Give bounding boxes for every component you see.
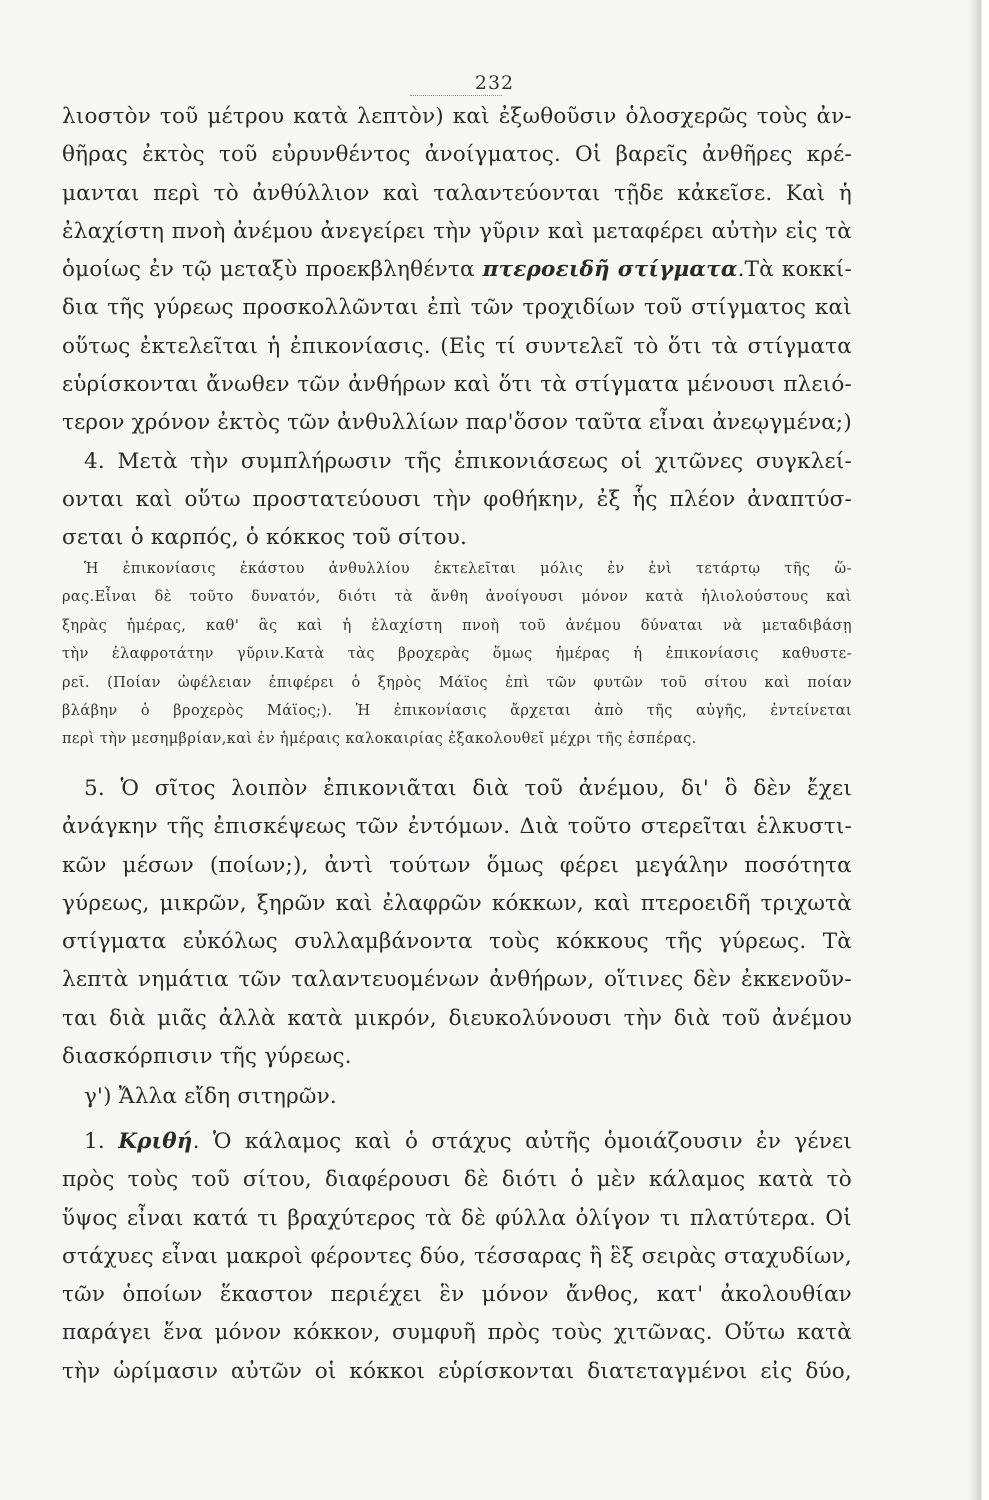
text-line: κῶν μέσων (ποίων;), ἀντὶ τούτων ὅμως φέρει μεγάλην ποσότητα <box>62 852 852 878</box>
text-line: δια τῆς γύρεως προσκολλῶνται ἐπὶ τῶν τροχιδίων τοῦ στίγματος καὶ <box>62 295 852 321</box>
text-line: 5. Ὁ σῖτος λοιπὸν ἐπικονιᾶται διὰ τοῦ ἀνέμου, δι' ὃ δὲν ἔχει <box>84 776 852 801</box>
text-line: σεται ὁ καρπός, ὁ κόκκος τοῦ σίτου. <box>62 525 468 551</box>
section-heading: γ') Ἄλλα εἴδη σιτηρῶν. <box>84 1084 337 1109</box>
text-line: ονται καὶ οὕτω προστατεύουσι τὴν φοθήκην, ἐξ ἧς πλέον ἀναπτύσ- <box>62 486 852 512</box>
text-line: ἀνάγκην τῆς ἐπισκέψεως τῶν ἐντόμων. Διὰ τοῦτο στερεῖται ἑλκυστι- <box>62 814 852 840</box>
text-line: ὕψος εἶναι κατά τι βραχύτερος τὰ δὲ φύλλα ὀλίγον τι πλατύτερα. Οἱ <box>62 1205 852 1231</box>
text-line: 1. Κριθή. Ὁ κάλαμος καὶ ὁ στάχυς αὐτῆς ὁμοιάζουσιν ἐν γένει <box>84 1129 852 1154</box>
text-line: μανται περὶ τὸ ἀνθύλλιον καὶ ταλαντεύονται τῇδε κἀκεῖσε. Καὶ ἡ <box>62 180 852 206</box>
text-line: τὴν ἐλαφροτάτην γῦριν.Κατὰ τὰς βροχερὰς ὅμως ἡμέρας ἡ ἐπικονίασις καθυστε- <box>62 646 852 663</box>
text-line: τῶν ὁποίων ἕκαστον περιέχει ἓν μόνον ἄνθος, κατ' ἀκολουθίαν <box>62 1282 852 1308</box>
small-paragraph <box>62 555 852 754</box>
text-line: διασκόρπισιν τῆς γύρεως. <box>62 1044 352 1070</box>
text-line: θῆρας ἐκτὸς τοῦ εὐρυνθέντος ἀνοίγματος. Οἱ βαρεῖς ἀνθῆρες κρέ- <box>62 142 852 168</box>
text-line: οὕτως ἐκτελεῖται ἡ ἐπικονίασις. (Εἰς τί συντελεῖ τὸ ὅτι τὰ στίγματα <box>62 333 852 359</box>
paragraph-5 <box>62 770 852 1076</box>
text-line: 4. Μετὰ τὴν συμπλήρωσιν τῆς ἐπικονιάσεως οἱ χιτῶνες συγκλεί- <box>84 448 852 474</box>
text-line: βλάβην ὁ βροχερὸς Μάϊος;). Ἡ ἐπικονίασις ἄρχεται ἀπὸ τῆς αὐγῆς, ἐντείνεται <box>62 702 852 719</box>
text-line: Ἡ ἐπικονίασις ἑκάστου ἀνθυλλίου ἐκτελεῖται μόλις ἐν ἑνὶ τετάρτῳ τῆς ὥ- <box>84 561 852 577</box>
paragraph-1 <box>62 98 852 558</box>
text-line: παράγει ἕνα μόνον κόκκον, συμφυῆ πρὸς τοὺς χιτῶνας. Οὕτω κατὰ <box>62 1320 852 1346</box>
text-line: λεπτὰ νημάτια τῶν ταλαντευομένων ἀνθήρων, οἵτινες δὲν ἐκκενοῦν- <box>62 967 852 993</box>
section-heading-block <box>62 1078 852 1116</box>
text-line: ρεῖ. (Ποίαν ὠφέλειαν ἐπιφέρει ὁ ξηρὸς Μάϊος ἐπὶ τῶν φυτῶν τοῦ σίτου καὶ ποίαν <box>62 674 852 691</box>
page-number-rule <box>410 95 502 96</box>
text-line: στάχυες εἶναι μακροὶ φέροντες δύο, τέσσαρας ἢ ἓξ σειρὰς σταχυδίων, <box>62 1243 852 1269</box>
text-line: ρας.Εἶναι δὲ τοῦτο δυνατόν, διότι τὰ ἄνθη ἀνοίγουσι μόνον κατὰ ἡλιολούστους καὶ <box>62 589 852 606</box>
text-line: στίγματα εὐκόλως συλλαμβάνοντα τοὺς κόκκους τῆς γύρεως. Τὰ <box>62 929 852 955</box>
text-line: τερον χρόνον ἐκτὸς τῶν ἀνθυλλίων παρ'ὅσον ταῦτα εἶναι ἀνεῳγμένα;) <box>62 410 852 436</box>
text-line: ται διὰ μιᾶς ἀλλὰ κατὰ μικρόν, διευκολύνουσι τὴν διὰ τοῦ ἀνέμου <box>62 1005 852 1031</box>
page-number: 232 <box>474 72 515 94</box>
text-line: περὶ τὴν μεσημβρίαν,καὶ ἐν ἡμέραις καλοκαιρίας ἐξακολουθεῖ μέχρι τῆς ἑσπέρας. <box>62 731 697 748</box>
text-line: ἐλαχίστη πνοὴ ἀνέμου ἀνεγείρει τὴν γῦριν καὶ μεταφέρει αὐτὴν εἰς τὰ <box>62 218 852 244</box>
text-line: λιοστὸν τοῦ μέτρου κατὰ λεπτὸν) καὶ ἐξωθοῦσιν ὁλοσχερῶς τοὺς ἀν- <box>62 104 852 129</box>
paragraph-krithi <box>62 1123 852 1391</box>
page-edge <box>967 0 989 1500</box>
text-line: τὴν ὡρίμασιν αὐτῶν οἱ κόκκοι εὑρίσκονται διατεταγμένοι εἰς δύο, <box>62 1358 852 1384</box>
text-line: πρὸς τοὺς τοῦ σίτου, διαφέρουσι δὲ διότι ὁ μὲν κάλαμος κατὰ τὸ <box>62 1167 852 1193</box>
text-line: εὑρίσκονται ἄνωθεν τῶν ἀνθήρων καὶ ὅτι τὰ στίγματα μένουσι πλειό- <box>62 372 852 398</box>
text-line: ξηρὰς ἡμέρας, καθ' ἃς καὶ ἡ ἐλαχίστη πνοὴ τοῦ ἀνέμου δύναται νὰ μεταδιβάσῃ <box>62 617 852 634</box>
text-line: γύρεως, μικρῶν, ξηρῶν καὶ ἐλαφρῶν κόκκων, καὶ πτεροειδῆ τριχωτὰ <box>62 890 852 916</box>
text-line: ὁμοίως ἐν τῷ μεταξὺ προεκβληθέντα πτεροειδῆ στίγματα.Τὰ κοκκί- <box>62 257 852 283</box>
